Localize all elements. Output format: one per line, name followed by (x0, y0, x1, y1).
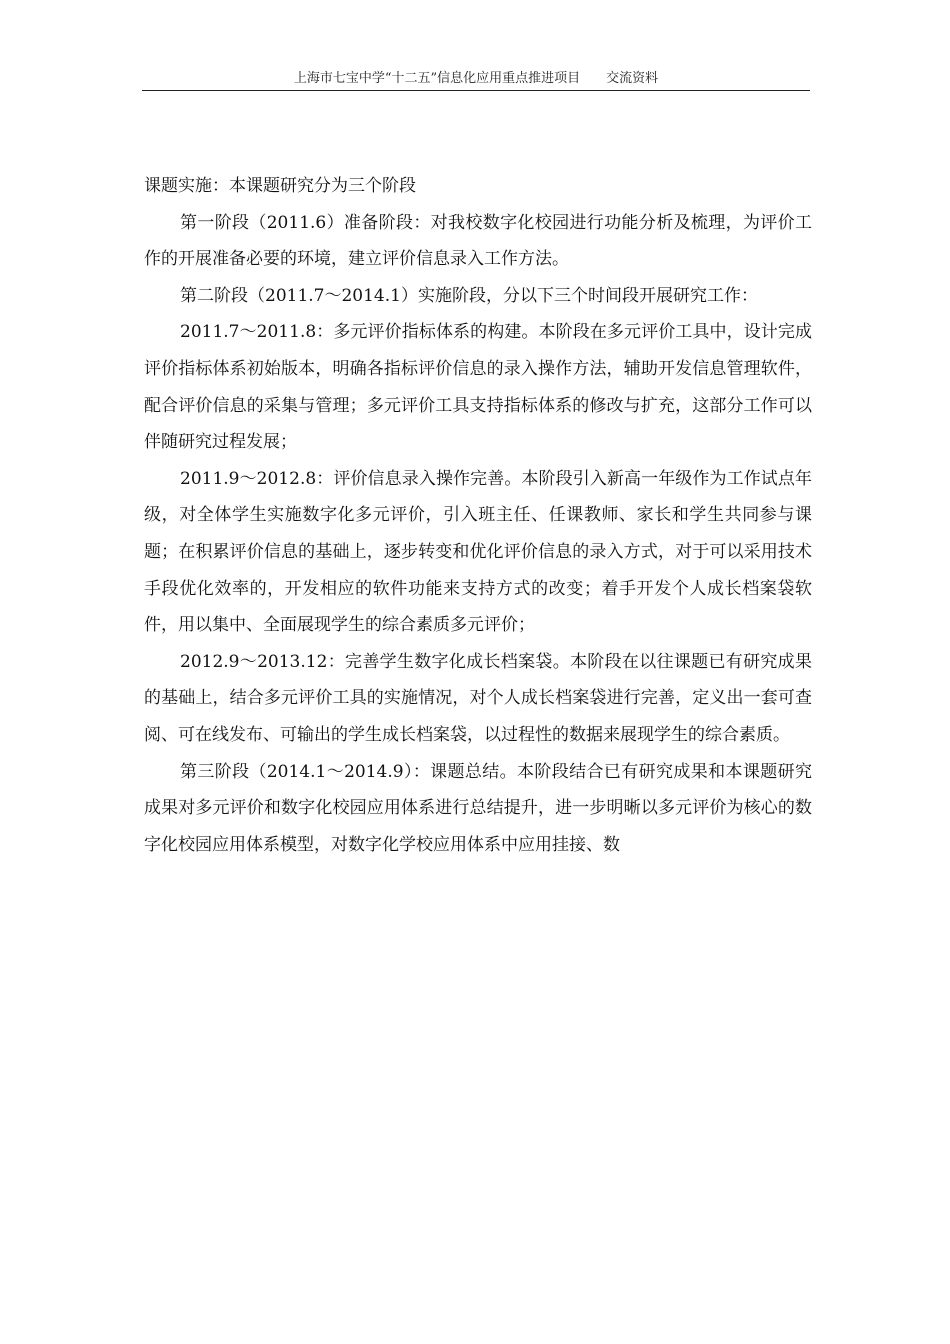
paragraph-period-one: 2011.7～2011.8：多元评价指标体系的构建。本阶段在多元评价工具中，设计完成评价指标体系初始版本，明确各指标评价信息的录入操作方法，辅助开发信息管理软件，配合评价信息的采集与管理；多元评价工具支持指标体系的修改与扩充，这部分工作可以伴随研究过程发展； (144, 322, 812, 453)
section-heading: 课题实施：本课题研究分为三个阶段 (144, 176, 416, 196)
header-tag: 交流资料 (606, 71, 659, 86)
paragraph-phase-three: 第三阶段（2014.1～2014.9）：课题总结。本阶段结合已有研究成果和本课题研究成果对多元评价和数字化校园应用体系进行总结提升，进一步明晰以多元评价为核心的数字化校园应用体系模型，对数字化学校应用体系中应用挂接、数 (144, 761, 812, 855)
paragraph-period-three: 2012.9～2013.12：完善学生数字化成长档案袋。本阶段在以往课题已有研究成果的基础上，结合多元评价工具的实施情况，对个人成长档案袋进行完善，定义出一套可查阅、可在线发布、可输出的学生成长档案袋，以过程性的数据来展现学生的综合素质。 (144, 651, 812, 745)
document-body (144, 168, 812, 863)
paragraph-phase-two: 第二阶段（2011.7～2014.1）实施阶段，分以下三个时间段开展研究工作： (180, 285, 758, 306)
paragraph-phase-one: 第一阶段（2011.6）准备阶段：对我校数字化校园进行功能分析及梳理，为评价工作的开展准备必要的环境，建立评价信息录入工作方法。 (144, 212, 812, 270)
paragraph-period-two: 2011.9～2012.8：评价信息录入操作完善。本阶段引入新高一年级作为工作试点年级，对全体学生实施数字化多元评价，引入班主任、任课教师、家长和学生共同参与课题；在积累评价信息的基础上，逐步转变和优化评价信息的录入方式，对于可以采用技术手段优化效率的，开发相应的软件功能来支持方式的改变；着手开发个人成长档案袋软件，用以集中、全面展现学生的综合素质多元评价； (144, 468, 812, 636)
page-header (142, 70, 810, 91)
header-title: 上海市七宝中学“十二五”信息化应用重点推进项目 (293, 71, 581, 86)
